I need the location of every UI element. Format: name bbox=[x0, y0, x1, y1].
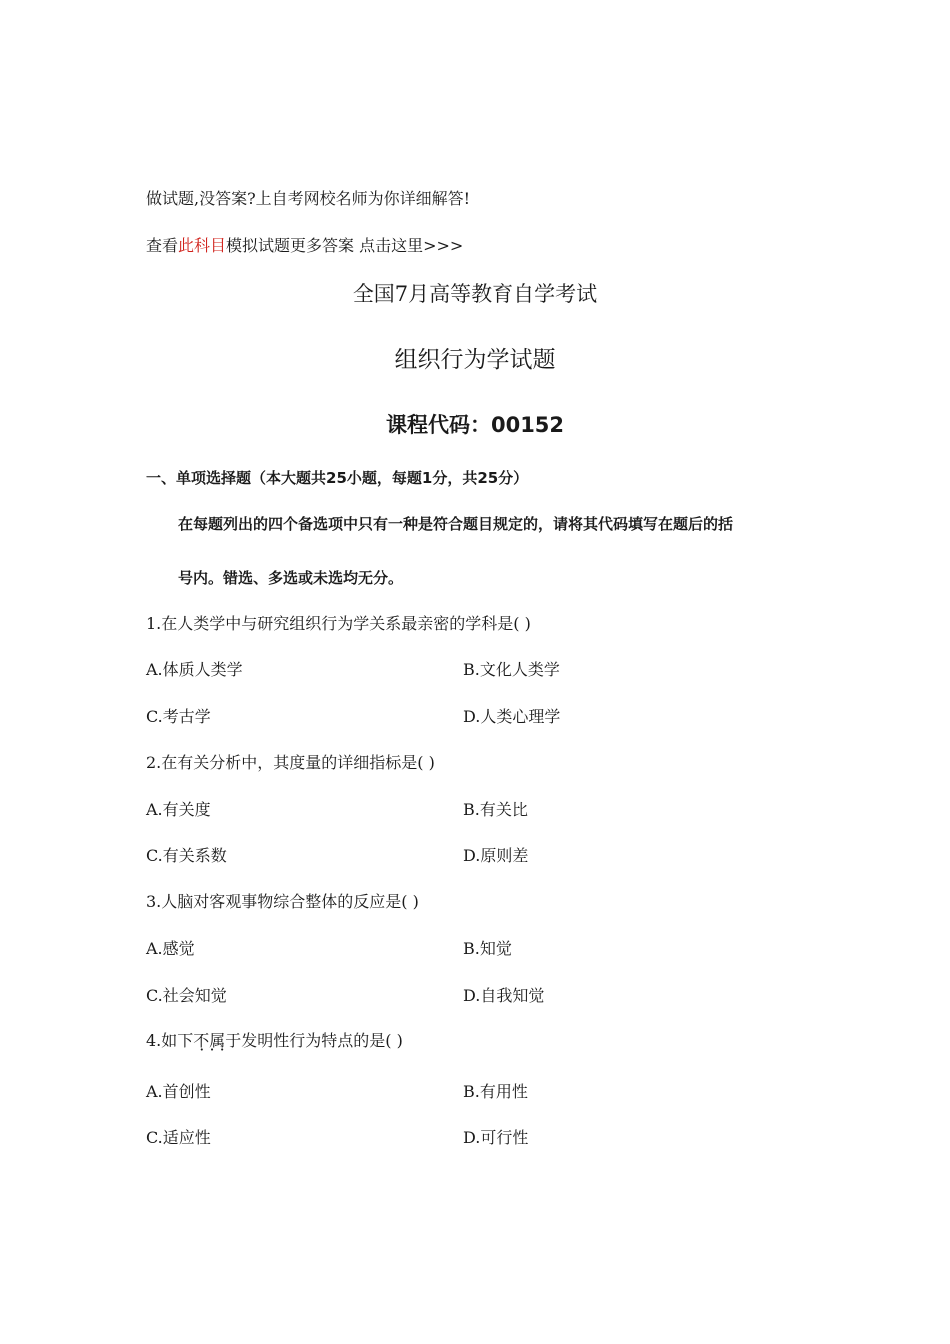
option-d: D.可行性 bbox=[463, 1128, 529, 1147]
option-a: A.体质人类学 bbox=[146, 660, 243, 679]
option-b: B.有关比 bbox=[463, 800, 528, 819]
option-b: B.有用性 bbox=[463, 1082, 528, 1101]
question-stem: 3.人脑对客观事物综合整体的反应是( ) bbox=[146, 892, 419, 911]
question-stem: 1.在人类学中与研究组织行为学关系最亲密的学科是( ) bbox=[146, 614, 531, 633]
option-d: D.人类心理学 bbox=[463, 707, 561, 726]
option-d: D.自我知觉 bbox=[463, 986, 545, 1005]
instruction-line-2: 号内。错选、多选或未选均无分。 bbox=[178, 569, 404, 587]
section-heading: 一、单项选择题（本大题共25小题，每题1分，共25分） bbox=[146, 469, 529, 487]
option-a: A.感觉 bbox=[146, 939, 195, 958]
option-a: A.首创性 bbox=[146, 1082, 211, 1101]
option-d: D.原则差 bbox=[463, 846, 529, 865]
subject-title: 组织行为学试题 bbox=[394, 347, 556, 373]
promo-line-1: 做试题,没答案?上自考网校名师为你详细解答! bbox=[146, 189, 471, 208]
question-stem bbox=[146, 1028, 403, 1051]
promo-line-2 bbox=[146, 236, 463, 256]
option-c: C.社会知觉 bbox=[146, 986, 227, 1005]
option-b: B.文化人类学 bbox=[463, 660, 560, 679]
promo-prefix: 查看 bbox=[146, 236, 179, 255]
emphasized-text: 不属于 · · · bbox=[193, 1028, 241, 1051]
promo-suffix[interactable]: 模拟试题更多答案 点击这里>>> bbox=[226, 236, 464, 255]
option-c: C.适应性 bbox=[146, 1128, 211, 1147]
question-stem: 2.在有关分析中，其度量的详细指标是( ) bbox=[146, 753, 435, 772]
option-c: C.有关系数 bbox=[146, 846, 227, 865]
option-b: B.知觉 bbox=[463, 939, 512, 958]
course-code: 课程代码：00152 bbox=[385, 413, 565, 437]
option-c: C.考古学 bbox=[146, 707, 211, 726]
exam-title: 全国7月高等教育自学考试 bbox=[352, 282, 598, 306]
subject-link[interactable]: 此科目 bbox=[178, 236, 227, 255]
stem-suffix: 发明性行为特点的是( ) bbox=[241, 1031, 403, 1050]
option-a: A.有关度 bbox=[146, 800, 211, 819]
stem-prefix: 4.如下 bbox=[146, 1031, 194, 1050]
instruction-line-1: 在每题列出的四个备选项中只有一种是符合题目规定的，请将其代码填写在题后的括 bbox=[178, 515, 734, 533]
